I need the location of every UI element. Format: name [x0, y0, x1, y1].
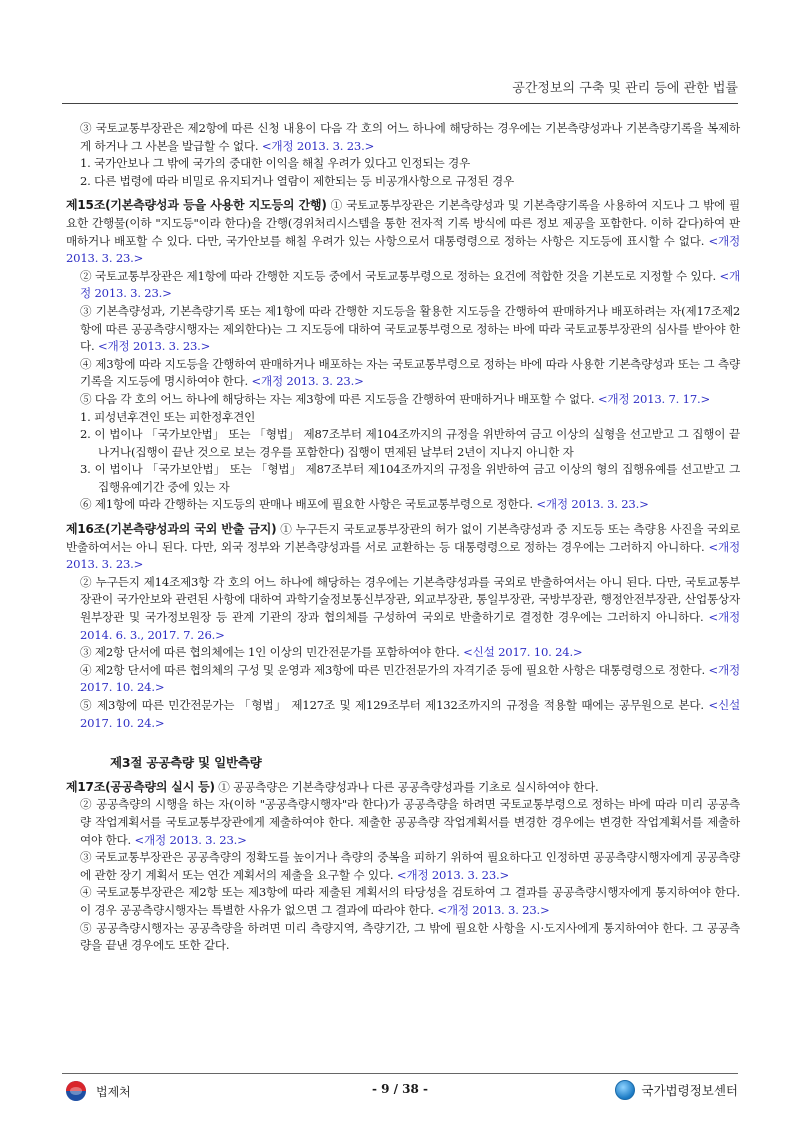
paragraph-text: ② 국토교통부장관은 제1항에 따라 간행한 지도등 중에서 국토교통부령으로 정하는 요건에 적합한 것을 기본도로 지정할 수 있다. [80, 268, 716, 283]
paragraph-text: ③ 국토교통부장관은 제2항에 따른 신청 내용이 다음 각 호의 어느 하나에 해당하는 경우에는 기본측량성과나 기본측량기록을 복제하게 하거나 그 사본을 발급할 수 없다. [80, 121, 740, 153]
paragraph-text: ③ 국토교통부장관은 공공측량의 정확도를 높이거나 측량의 중복을 피하기 위하여 필요하다고 인정하면 공공측량시행자에게 공공측량에 관한 장기 계획서 또는 연간 계획서의 제출을 요구할 수 있다. [80, 850, 740, 882]
paragraph-text: ④ 제3항에 따라 지도등을 간행하여 판매하거나 배포하는 자는 국토교통부령으로 정하는 바에 따라 사용한 기본측량성과 또는 그 측량기록을 지도등에 명시하여야 한다. [80, 356, 740, 389]
article-15 [66, 197, 740, 267]
footer-right-label: 국가법령정보센터 [641, 1083, 738, 1098]
paragraph [66, 884, 740, 919]
paragraph [66, 662, 740, 697]
list-item: 1. 피성년후견인 또는 피한정후견인 [80, 409, 256, 424]
document-body [66, 120, 740, 955]
paragraph [66, 796, 740, 849]
paragraph-text: ① 누구든지 국토교통부장관의 허가 없이 기본측량성과 중 지도등 또는 측량용 사진을 국외로 반출하여서는 아니 된다. 다만, 외국 정부와 기본측량성과를 서로 교환하는 등 대통령령으로 정하는 경우에는 그러하지 아니하다. [66, 522, 740, 554]
paragraph [66, 120, 740, 155]
paragraph-text: ⑥ 제1항에 따라 간행하는 지도등의 판매나 배포에 필요한 사항은 국토교통부령으로 정한다. [80, 497, 533, 512]
paragraph [66, 644, 740, 662]
page-header-title: 공간정보의 구축 및 관리 등에 관한 법률 [512, 81, 738, 96]
list-item: 2. 다른 법령에 따라 비밀로 유지되거나 열람이 제한되는 등 비공개사항으로 규정된 경우 [80, 173, 514, 188]
revision-note: <개정 2013. 7. 17.> [597, 391, 711, 406]
article-title: 제17조(공공측량의 실시 등) [66, 779, 215, 794]
list-item: 3. 이 법이나 「국가보안법」 또는 「형법」 제87조부터 제104조까지의 규정을 위반하여 금고 이상의 형의 집행유예를 선고받고 그 집행유예기간 중에 있는 자 [80, 462, 740, 494]
paragraph [66, 697, 740, 732]
article-title: 제16조(기본측량성과의 국외 반출 금지) [66, 522, 277, 537]
paragraph-text: ④ 제2항 단서에 따른 협의체의 구성 및 운영과 제3항에 따른 민간전문가의 자격기준 등에 필요한 사항은 대통령령으로 정한다. [80, 662, 705, 677]
revision-note: <개정 2013. 3. 23.> [98, 339, 211, 354]
footer-right [615, 1080, 738, 1100]
page-number: - 9 / 38 - [371, 1082, 429, 1096]
list-item: 2. 이 법이나 「국가보안법」 또는 「형법」 제87조부터 제104조까지의 규정을 위반하여 금고 이상의 실형을 선고받고 그 집행이 끝나거나(집행이 끝난 것으로 보는 경우를 포함한다) 집행이 면제된 날부터 2년이 지나지 아니한 자 [80, 427, 740, 459]
article-title: 제15조(기본측량성과 등을 사용한 지도등의 간행) [66, 198, 327, 213]
header-divider [62, 103, 738, 104]
paragraph [66, 849, 740, 884]
paragraph [66, 574, 740, 644]
paragraph-text: ① 공공측량은 기본측량성과나 다른 공공측량성과를 기초로 실시하여야 한다. [218, 779, 599, 794]
revision-note: <개정 2013. 3. 23.> [536, 497, 649, 512]
paragraph-text: ⑤ 제3항에 따른 민간전문가는 「형법」 제127조 및 제129조부터 제132조까지의 규정을 적용할 때에는 공무원으로 본다. [80, 698, 704, 712]
revision-note: <개정 2013. 3. 23.> [66, 233, 740, 266]
revision-note: <개정 2013. 3. 23.> [66, 539, 740, 572]
footer-left-label: 법제처 [96, 1084, 131, 1099]
list-item: 1. 국가안보나 그 밖에 국가의 중대한 이익을 해칠 우려가 있다고 인정되는 경우 [80, 156, 470, 171]
globe-logo-icon [615, 1080, 635, 1100]
paragraph-text: ② 누구든지 제14조제3항 각 호의 어느 하나에 해당하는 경우에는 기본측량성과를 국외로 반출하여서는 아니 된다. 다만, 국토교통부장관이 국가안보와 관련된 사항에 대하여 과학기술정보통신부장관, 외교부장관, 통일부장관, 국방부장관, 행정안전부장관, 산업통상자원부장관 및 국가정보원장 등 관계 기관의 장과 협의체를 구성하여 국외로 반출하기로 결정한 경우에는 그러하지 아니하다. [80, 574, 740, 625]
paragraph-text: ③ 기본측량성과, 기본측량기록 또는 제1항에 따라 간행한 지도등을 활용한 지도등을 간행하여 판매하거나 배포하려는 자(제17조제2항에 따른 공공측량시행자는 제외한다)는 그 지도등에 대하여 국토교통부령으로 정하는 바에 따라 국토교통부장관의 심사를 받아야 한다. [80, 303, 740, 354]
article-16 [66, 521, 740, 574]
revision-note: <신설 2017. 10. 24.> [463, 645, 583, 660]
paragraph [66, 303, 740, 356]
paragraph-text: ③ 제2항 단서에 따른 협의체에는 1인 이상의 민간전문가를 포함하여야 한다. [80, 645, 460, 660]
revision-note: <개정 2013. 3. 23.> [437, 902, 550, 917]
paragraph-text: ① 국토교통부장관은 기본측량성과 및 기본측량기록을 사용하여 지도나 그 밖에 필요한 간행물(이하 "지도등"이라 한다)을 간행(경위처리시스템을 통한 전자적 기록 방식에 따른 정보 제공을 포함한다. 이하 같다)하여 판매하거나 배포할 수 있다. 다만, 국가안보를 해칠 우려가 있는 사항으로서 대통령령으로 정하는 사항은 지도등에 표시할 수 없다. [66, 198, 740, 248]
revision-note: <개정 2013. 3. 23.> [134, 832, 247, 847]
revision-note: <개정 2013. 3. 23.> [251, 374, 364, 389]
revision-note: <개정 2014. 6. 3., 2017. 7. 26.> [80, 610, 740, 642]
revision-note: <신설 2017. 10. 24.> [80, 698, 740, 730]
revision-note: <개정 2013. 3. 23.> [396, 867, 510, 882]
paragraph-text: ② 공공측량의 시행을 하는 자(이하 "공공측량시행자"라 한다)가 공공측량을 하려면 국토교통부령으로 정하는 바에 따라 미리 공공측량 작업계획서를 국토교통부장관에게 제출하여야 한다. 제출한 공공측량 작업계획서를 변경한 경우에는 변경한 작업계획서를 제출하여야 한다. [80, 797, 740, 847]
paragraph [66, 920, 740, 955]
paragraph-text: ④ 국토교통부장관은 제2항 또는 제3항에 따라 제출된 계획서의 타당성을 검토하여 그 결과를 공공측량시행자에게 통지하여야 한다. 이 경우 공공측량시행자는 특별한 사유가 없으면 그 결과에 따라야 한다. [80, 885, 740, 917]
revision-note: <개정 2013. 3. 23.> [80, 268, 740, 301]
revision-note: <개정 2017. 10. 24.> [80, 662, 740, 695]
paragraph [66, 391, 740, 409]
paragraph [66, 268, 740, 303]
paragraph [66, 496, 740, 514]
article-17 [66, 779, 740, 797]
paragraph-text: ⑤ 다음 각 호의 어느 하나에 해당하는 자는 제3항에 따른 지도등을 간행하여 판매하거나 배포할 수 없다. [80, 391, 595, 406]
paragraph-text: ⑤ 공공측량시행자는 공공측량을 하려면 미리 측량지역, 측량기간, 그 밖에 필요한 사항을 시·도지사에게 통지하여야 한다. 그 공공측량을 끝낸 경우에도 또한 같다. [80, 920, 740, 953]
chapter-heading: 제3절 공공측량 및 일반측량 [110, 755, 262, 771]
revision-note: <개정 2013. 3. 23.> [261, 138, 375, 153]
paragraph [66, 356, 740, 391]
footer-divider [62, 1073, 738, 1074]
